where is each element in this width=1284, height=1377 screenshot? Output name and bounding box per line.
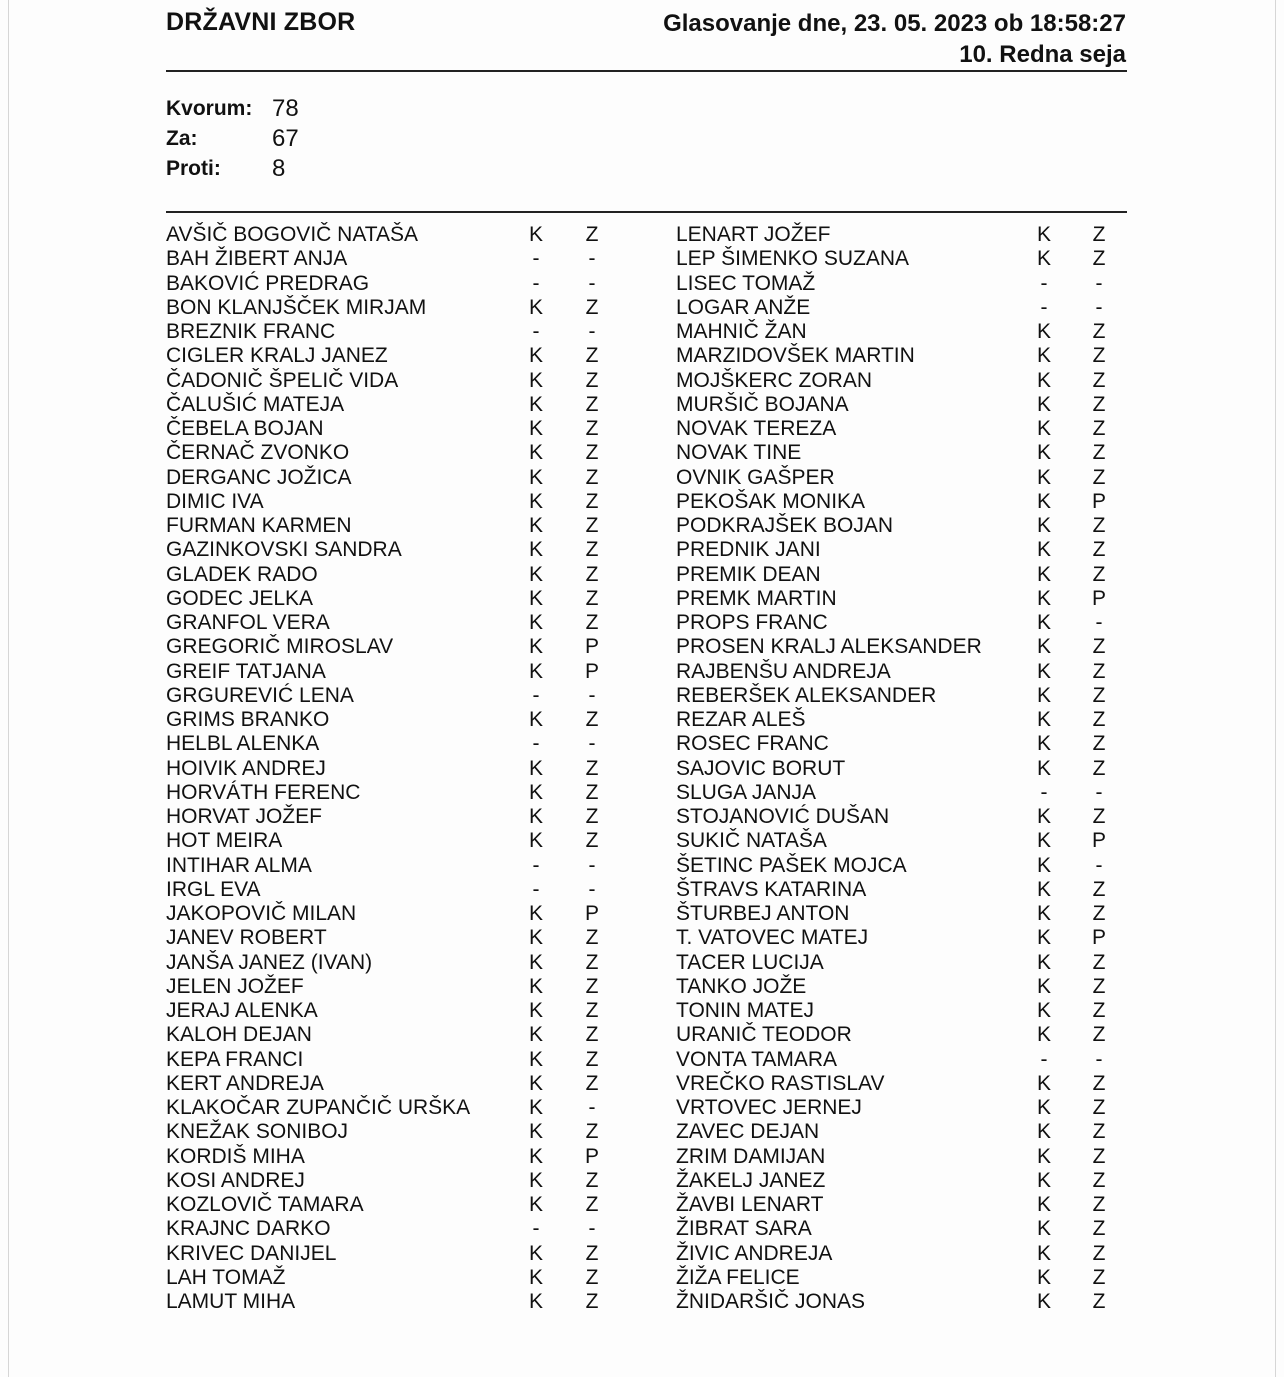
vote-mark: Z: [1092, 974, 1106, 998]
presence-mark: K: [1036, 247, 1051, 271]
vote-mark: Z: [1092, 1241, 1106, 1265]
summary-row-quorum: [166, 94, 299, 124]
vote-mark: Z: [585, 611, 599, 634]
vote-mark: -: [588, 853, 596, 877]
summary-label: Kvorum:: [166, 97, 253, 120]
member-name: PROSEN KRALJ ALEKSANDER: [676, 635, 982, 659]
summary-row-against: [166, 154, 299, 184]
member-name: REBERŠEK ALEKSANDER: [676, 683, 937, 707]
member-name: HORVÁTH FERENC: [166, 780, 361, 804]
vote-mark: Z: [1092, 1144, 1106, 1168]
member-name: NOVAK TINE: [676, 441, 802, 465]
presence-mark: K: [1036, 344, 1051, 368]
member-name: ČADONIČ ŠPELIČ VIDA: [166, 368, 399, 392]
vote-mark: Z: [585, 1241, 599, 1265]
presence-mark: K: [528, 950, 543, 974]
presence-mark: K: [1036, 756, 1051, 780]
member-name: OVNIK GAŠPER: [676, 465, 835, 489]
member-name: LISEC TOMAŽ: [676, 271, 816, 295]
vote-mark: P: [1091, 829, 1106, 853]
vote-mark: Z: [585, 708, 599, 731]
vote-mark: Z: [585, 829, 599, 853]
vote-mark: Z: [585, 974, 599, 998]
vote-mark: P: [584, 659, 599, 683]
vote-mark: Z: [585, 465, 599, 489]
presence-mark: K: [1036, 1290, 1051, 1313]
presence-mark: K: [528, 1193, 543, 1216]
presence-mark: K: [528, 562, 543, 586]
presence-mark: K: [1036, 877, 1051, 901]
member-name: GRIMS BRANKO: [166, 708, 330, 731]
member-name: REZAR ALEŠ: [676, 708, 806, 731]
member-name: ČEBELA BOJAN: [166, 417, 324, 440]
member-name: KOSI ANDREJ: [166, 1168, 305, 1192]
presence-mark: K: [528, 1265, 543, 1289]
member-name: MURŠIČ BOJANA: [676, 392, 849, 416]
member-name: KRIVEC DANIJEL: [166, 1241, 337, 1265]
vote-mark: Z: [1092, 877, 1106, 901]
vote-mark: -: [588, 247, 596, 271]
vote-mark: Z: [1092, 1023, 1106, 1047]
vote-mark: Z: [1092, 950, 1106, 974]
vote-mark: Z: [585, 586, 599, 610]
member-name: JANŠA JANEZ (IVAN): [166, 950, 373, 974]
presence-mark: -: [532, 247, 540, 271]
vote-mark: Z: [1092, 902, 1106, 925]
presence-mark: K: [528, 926, 543, 950]
vote-mark: Z: [1092, 1193, 1106, 1216]
vote-mark: Z: [585, 441, 599, 465]
vote-summary: [166, 94, 299, 184]
vote-mark: Z: [585, 1290, 599, 1313]
vote-mark: Z: [1092, 1096, 1106, 1119]
presence-mark: K: [528, 223, 543, 246]
presence-mark: K: [1036, 659, 1051, 683]
member-name: ŽNIDARŠIČ JONAS: [676, 1290, 866, 1313]
member-name: MOJŠKERC ZORAN: [676, 368, 873, 392]
presence-mark: K: [1036, 489, 1051, 513]
presence-mark: K: [528, 1096, 543, 1119]
presence-mark: K: [1036, 974, 1051, 998]
session-label: 10. Redna seja: [959, 41, 1126, 68]
member-name: GAZINKOVSKI SANDRA: [166, 538, 402, 562]
presence-mark: K: [1036, 950, 1051, 974]
member-name: ŽIBRAT SARA: [676, 1217, 812, 1241]
vote-mark: Z: [1092, 635, 1106, 659]
vote-mark: Z: [585, 538, 599, 562]
presence-mark: K: [528, 635, 543, 659]
vote-mark: Z: [1092, 247, 1106, 271]
member-name: ŽIŽA FELICE: [676, 1265, 800, 1289]
member-name: JANEV ROBERT: [166, 926, 327, 950]
presence-mark: K: [528, 999, 543, 1022]
member-name: T. VATOVEC MATEJ: [676, 926, 869, 950]
member-name: ROSEC FRANC: [676, 732, 829, 756]
vote-mark: Z: [1092, 732, 1106, 756]
presence-mark: K: [528, 392, 543, 416]
presence-mark: K: [1036, 999, 1051, 1022]
member-name: VONTA TAMARA: [676, 1047, 838, 1071]
member-name: PREMIK DEAN: [676, 562, 821, 586]
vote-datetime: Glasovanje dne, 23. 05. 2023 ob 18:58:27: [663, 10, 1126, 37]
member-name: NOVAK TEREZA: [676, 417, 837, 440]
vote-mark: -: [1095, 295, 1103, 319]
vote-mark: Z: [585, 417, 599, 440]
vote-mark: P: [584, 1144, 599, 1168]
vote-mark: P: [1091, 586, 1106, 610]
presence-mark: K: [1036, 805, 1051, 828]
presence-mark: K: [528, 902, 543, 925]
vote-mark: Z: [585, 514, 599, 537]
member-name: ŠETINC PAŠEK MOJCA: [676, 853, 907, 877]
vote-mark: -: [588, 320, 596, 343]
vote-mark: -: [1095, 780, 1103, 804]
member-name: CIGLER KRALJ JANEZ: [166, 344, 388, 368]
presence-mark: -: [1040, 1047, 1048, 1071]
member-name: ŠTRAVS KATARINA: [676, 877, 867, 901]
presence-mark: K: [528, 417, 543, 440]
vote-mark: Z: [585, 950, 599, 974]
member-name: SUKIČ NATAŠA: [676, 829, 827, 853]
vote-mark: Z: [1092, 392, 1106, 416]
member-name: KALOH DEJAN: [166, 1023, 312, 1047]
vote-mark: Z: [1092, 562, 1106, 586]
member-name: BON KLANJŠČEK MIRJAM: [166, 295, 427, 319]
presence-mark: -: [532, 683, 540, 707]
vote-mark: Z: [585, 1168, 599, 1192]
member-name: GRANFOL VERA: [166, 611, 330, 634]
presence-mark: K: [528, 1023, 543, 1047]
member-name: PREMK MARTIN: [676, 586, 837, 610]
vote-mark: Z: [585, 392, 599, 416]
presence-mark: K: [528, 586, 543, 610]
presence-mark: K: [528, 1241, 543, 1265]
presence-mark: -: [532, 732, 540, 756]
presence-mark: K: [528, 1047, 543, 1071]
vote-mark: P: [584, 635, 599, 659]
presence-mark: K: [1036, 1120, 1051, 1144]
vote-mark: Z: [585, 489, 599, 513]
member-name: KOZLOVIČ TAMARA: [166, 1193, 364, 1216]
member-name: PROPS FRANC: [676, 611, 828, 634]
presence-mark: -: [1040, 295, 1048, 319]
presence-mark: K: [1036, 1241, 1051, 1265]
presence-mark: -: [532, 1217, 540, 1241]
member-name: LEP ŠIMENKO SUZANA: [676, 247, 910, 271]
vote-mark: -: [588, 732, 596, 756]
vote-mark: Z: [1092, 683, 1106, 707]
vote-mark: Z: [585, 780, 599, 804]
member-name: IRGL EVA: [166, 877, 261, 901]
vote-mark: P: [584, 902, 599, 925]
vote-mark: Z: [1092, 1290, 1106, 1313]
member-name: SLUGA JANJA: [676, 780, 817, 804]
presence-mark: K: [1036, 368, 1051, 392]
member-name: BAKOVIĆ PREDRAG: [166, 271, 370, 295]
presence-mark: K: [528, 538, 543, 562]
presence-mark: K: [528, 489, 543, 513]
presence-mark: K: [528, 1120, 543, 1144]
member-name: INTIHAR ALMA: [166, 853, 312, 877]
presence-mark: K: [1036, 465, 1051, 489]
member-name: ŽIVIC ANDREJA: [676, 1241, 833, 1265]
presence-mark: K: [528, 659, 543, 683]
member-name: LAH TOMAŽ: [166, 1265, 286, 1289]
member-name: BREZNIK FRANC: [166, 320, 336, 343]
vote-mark: Z: [1092, 538, 1106, 562]
member-name: HELBL ALENKA: [166, 732, 320, 756]
member-name: TACER LUCIJA: [676, 950, 824, 974]
presence-mark: K: [1036, 538, 1051, 562]
member-name: ŽAKELJ JANEZ: [676, 1168, 826, 1192]
member-name: GREIF TATJANA: [166, 659, 326, 683]
vote-mark: Z: [585, 562, 599, 586]
vote-mark: Z: [585, 1193, 599, 1216]
member-name: ZAVEC DEJAN: [676, 1120, 820, 1144]
vote-mark: Z: [585, 368, 599, 392]
vote-mark: Z: [1092, 756, 1106, 780]
vote-mark: Z: [1092, 1120, 1106, 1144]
presence-mark: K: [528, 1071, 543, 1095]
member-name: DIMIC IVA: [166, 489, 264, 513]
presence-mark: K: [528, 1144, 543, 1168]
summary-row-for: [166, 124, 299, 154]
presence-mark: K: [1036, 1144, 1051, 1168]
vote-info: [663, 8, 1126, 70]
member-name: MAHNIČ ŽAN: [676, 320, 807, 343]
presence-mark: K: [1036, 441, 1051, 465]
vote-mark: Z: [585, 756, 599, 780]
vote-mark: Z: [1092, 465, 1106, 489]
institution-title: DRŽAVNI ZBOR: [166, 8, 356, 36]
vote-mark: Z: [1092, 708, 1106, 731]
presence-mark: -: [1040, 271, 1048, 295]
member-name: PODKRAJŠEK BOJAN: [676, 514, 894, 537]
member-name: HOT MEIRA: [166, 829, 283, 853]
presence-mark: -: [532, 271, 540, 295]
vote-mark: Z: [1092, 320, 1106, 343]
vote-mark: Z: [1092, 1265, 1106, 1289]
presence-mark: K: [528, 829, 543, 853]
presence-mark: K: [1036, 417, 1051, 440]
member-name: GODEC JELKA: [166, 586, 314, 610]
vote-mark: Z: [585, 926, 599, 950]
presence-mark: K: [1036, 1096, 1051, 1119]
presence-mark: K: [1036, 708, 1051, 731]
presence-mark: K: [1036, 1193, 1051, 1216]
presence-mark: K: [528, 756, 543, 780]
vote-mark: P: [1091, 489, 1106, 513]
header-divider: [166, 70, 1127, 72]
summary-divider: [166, 211, 1127, 213]
page-edge-left: [8, 0, 9, 1377]
presence-mark: K: [528, 368, 543, 392]
vote-mark: Z: [1092, 344, 1106, 368]
presence-mark: K: [1036, 514, 1051, 537]
presence-mark: K: [1036, 1168, 1051, 1192]
summary-value: 78: [272, 95, 299, 122]
summary-value: 67: [272, 125, 299, 152]
presence-mark: K: [1036, 392, 1051, 416]
vote-mark: -: [588, 271, 596, 295]
vote-mark: Z: [1092, 368, 1106, 392]
presence-mark: K: [528, 1290, 543, 1313]
presence-mark: K: [1036, 1265, 1051, 1289]
presence-mark: K: [528, 708, 543, 731]
member-name: KRAJNC DARKO: [166, 1217, 331, 1241]
presence-mark: K: [528, 465, 543, 489]
member-name: DERGANC JOŽICA: [166, 465, 352, 489]
vote-mark: Z: [585, 999, 599, 1022]
vote-mark: -: [1095, 271, 1103, 295]
vote-mark: Z: [1092, 441, 1106, 465]
member-name: PREDNIK JANI: [676, 538, 821, 562]
presence-mark: K: [1036, 732, 1051, 756]
presence-mark: K: [1036, 223, 1051, 246]
member-name: HORVAT JOŽEF: [166, 805, 322, 828]
member-name: TANKO JOŽE: [676, 974, 807, 998]
member-name: ZRIM DAMIJAN: [676, 1144, 826, 1168]
summary-label: Za:: [166, 127, 198, 150]
vote-mark: Z: [585, 223, 599, 246]
member-name: VREČKO RASTISLAV: [676, 1071, 885, 1095]
presence-mark: K: [528, 805, 543, 828]
vote-mark: Z: [1092, 1071, 1106, 1095]
presence-mark: K: [528, 780, 543, 804]
presence-mark: K: [1036, 1217, 1051, 1241]
vote-mark: Z: [585, 1120, 599, 1144]
summary-label: Proti:: [166, 157, 221, 180]
member-name: URANIČ TEODOR: [676, 1023, 852, 1047]
member-name: ČALUŠIĆ MATEJA: [166, 392, 345, 416]
vote-mark: P: [1091, 926, 1106, 950]
member-name: GREGORIČ MIROSLAV: [166, 635, 394, 659]
presence-mark: K: [528, 514, 543, 537]
summary-value: 8: [272, 155, 286, 182]
member-name: RAJBENŠU ANDREJA: [676, 659, 891, 683]
member-name: KLAKOČAR ZUPANČIČ URŠKA: [166, 1096, 471, 1119]
vote-mark: Z: [585, 1023, 599, 1047]
presence-mark: -: [1040, 780, 1048, 804]
member-name: BAH ŽIBERT ANJA: [166, 247, 348, 271]
presence-mark: K: [1036, 926, 1051, 950]
vote-mark: -: [588, 1217, 596, 1241]
member-name: JELEN JOŽEF: [166, 974, 304, 998]
vote-mark: -: [1095, 611, 1103, 634]
member-name: KORDIŠ MIHA: [166, 1144, 305, 1168]
presence-mark: K: [1036, 1071, 1051, 1095]
vote-mark: Z: [585, 1047, 599, 1071]
presence-mark: K: [1036, 562, 1051, 586]
vote-mark: -: [1095, 1047, 1103, 1071]
presence-mark: K: [528, 441, 543, 465]
vote-mark: Z: [585, 344, 599, 368]
vote-mark: Z: [1092, 659, 1106, 683]
vote-mark: Z: [1092, 999, 1106, 1022]
member-name: SAJOVIC BORUT: [676, 756, 846, 780]
presence-mark: K: [528, 344, 543, 368]
member-name: STOJANOVIĆ DUŠAN: [676, 805, 890, 828]
member-name: MARZIDOVŠEK MARTIN: [676, 344, 915, 368]
page-edge-right: [1275, 0, 1276, 1377]
vote-mark: Z: [585, 295, 599, 319]
member-name: FURMAN KARMEN: [166, 514, 352, 537]
presence-mark: -: [532, 853, 540, 877]
presence-mark: K: [1036, 320, 1051, 343]
member-name: ČERNAČ ZVONKO: [166, 441, 350, 465]
member-name: ŽAVBI LENART: [676, 1193, 824, 1216]
vote-mark: Z: [585, 1071, 599, 1095]
presence-mark: K: [528, 974, 543, 998]
member-name: HOIVIK ANDREJ: [166, 756, 326, 780]
presence-mark: K: [1036, 586, 1051, 610]
vote-mark: Z: [1092, 805, 1106, 828]
vote-mark: -: [588, 1096, 596, 1119]
member-name: AVŠIČ BOGOVIČ NATAŠA: [166, 223, 419, 246]
presence-mark: K: [1036, 902, 1051, 925]
presence-mark: K: [1036, 829, 1051, 853]
presence-mark: K: [528, 611, 543, 634]
member-name: LAMUT MIHA: [166, 1290, 296, 1313]
presence-mark: K: [1036, 635, 1051, 659]
presence-mark: -: [532, 877, 540, 901]
vote-mark: Z: [1092, 417, 1106, 440]
presence-mark: K: [528, 1168, 543, 1192]
vote-mark: Z: [1092, 1168, 1106, 1192]
presence-mark: K: [1036, 683, 1051, 707]
member-name: TONIN MATEJ: [676, 999, 815, 1022]
member-name: GRGUREVIĆ LENA: [166, 683, 354, 707]
member-name: PEKOŠAK MONIKA: [676, 489, 866, 513]
vote-mark: Z: [585, 1265, 599, 1289]
presence-mark: K: [1036, 611, 1051, 634]
vote-mark: Z: [1092, 223, 1106, 246]
member-name: JERAJ ALENKA: [166, 999, 318, 1022]
member-name: GLADEK RADO: [166, 562, 318, 586]
vote-mark: Z: [1092, 1217, 1106, 1241]
member-name: KERT ANDREJA: [166, 1071, 324, 1095]
member-name: KNEŽAK SONIBOJ: [166, 1120, 349, 1144]
member-name: LOGAR ANŽE: [676, 295, 811, 319]
member-name: VRTOVEC JERNEJ: [676, 1096, 862, 1119]
presence-mark: K: [528, 295, 543, 319]
presence-mark: K: [1036, 1023, 1051, 1047]
presence-mark: -: [532, 320, 540, 343]
member-name: LENART JOŽEF: [676, 223, 831, 246]
vote-mark: Z: [1092, 514, 1106, 537]
member-name: KEPA FRANCI: [166, 1047, 304, 1071]
presence-mark: K: [1036, 853, 1051, 877]
member-name: JAKOPOVIČ MILAN: [166, 902, 357, 925]
vote-mark: -: [1095, 853, 1103, 877]
vote-mark: Z: [585, 805, 599, 828]
vote-mark: -: [588, 877, 596, 901]
member-name: ŠTURBEJ ANTON: [676, 902, 850, 925]
vote-mark: -: [588, 683, 596, 707]
